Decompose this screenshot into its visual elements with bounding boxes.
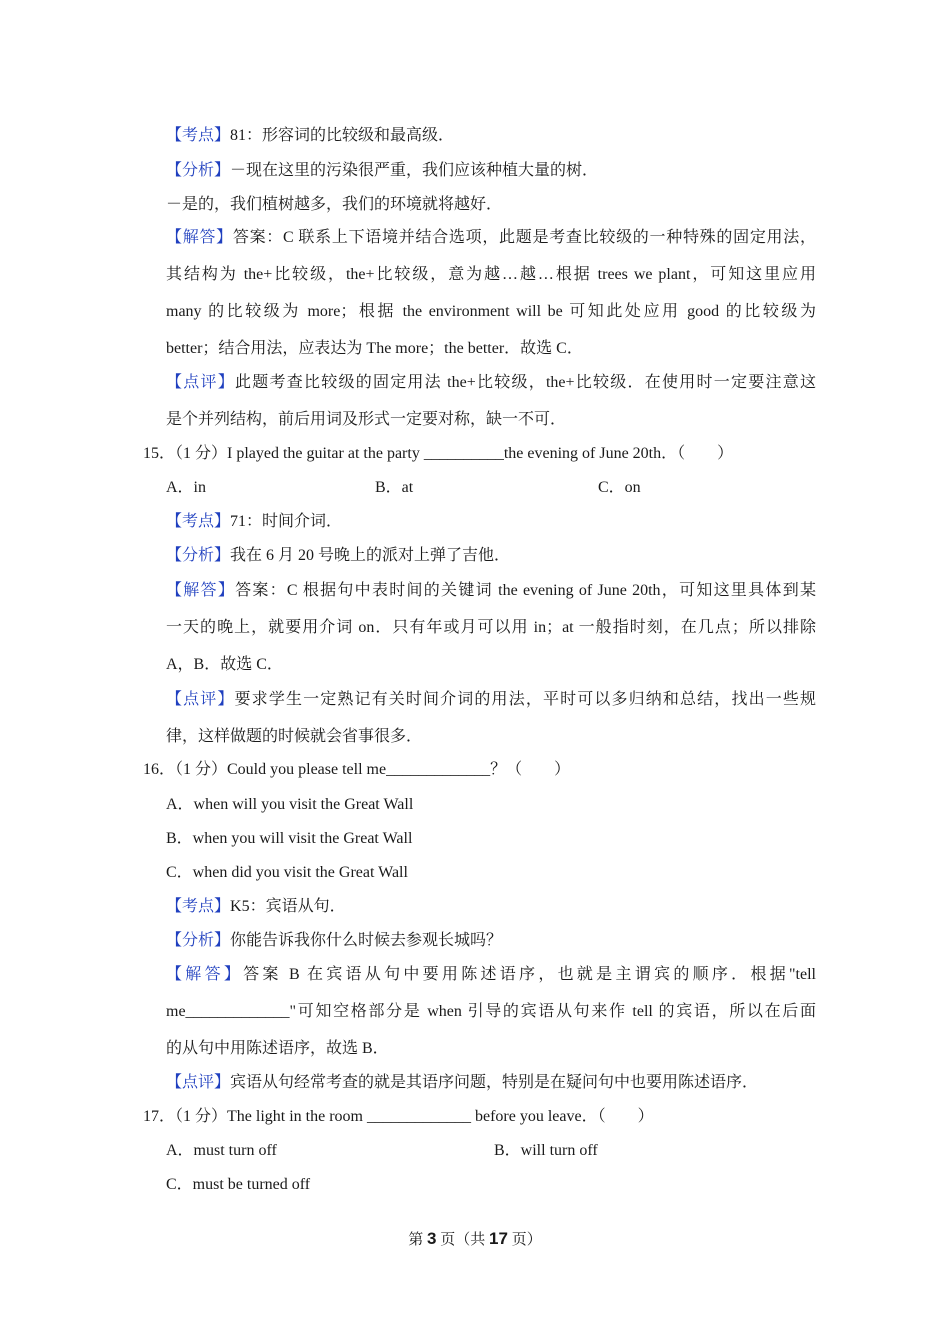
q17-option-a[interactable]: A．must turn off <box>166 1142 277 1159</box>
q16-fenxi: 【分析】你能告诉我你什么时候去参观长城吗？ <box>166 932 503 949</box>
q16-option-a[interactable]: A．when will you visit the Great Wall <box>166 796 414 813</box>
q15-fenxi: 【分析】我在 6 月 20 号晚上的派对上弹了吉他． <box>166 547 511 564</box>
q14-jieda-line4: better；结合用法，应表达为 The more；the better．故选 C． <box>166 340 583 357</box>
q16-jieda-line3: 的从句中用陈述语序，故选 B． <box>166 1040 389 1057</box>
q16-jieda: 【解答】答案 B 在宾语从句中要用陈述语序，也就是主谓宾的顺序．根据"tell <box>166 966 816 983</box>
q15-dianping: 【点评】要求学生一定熟记有关时间介词的用法，平时可以多归纳和总结，找出一些规 <box>166 691 816 708</box>
q17-stem: 17．（1 分）The light in the room _____________ before you leave．（ ） <box>143 1108 654 1125</box>
q16-stem: 16．（1 分）Could you please tell me_____________？（ ） <box>143 761 571 778</box>
q14-kaodian: 【考点】81：形容词的比较级和最高级． <box>166 127 455 144</box>
q15-jieda: 【解答】答案：C 根据句中表时间的关键词 the evening of June 20th，可知这里具体到某 <box>166 582 816 599</box>
q14-fenxi-line2: －是的，我们植树越多，我们的环境就将越好． <box>166 196 503 213</box>
q14-jieda-line3: many 的比较级为 more；根据 the environment will be 可知此处应用 good 的比较级为 <box>166 303 816 320</box>
q15-kaodian: 【考点】71：时间介词． <box>166 513 343 530</box>
page-footer: 第 3 页（共 17 页） <box>408 1229 542 1248</box>
page-number: 3 <box>427 1229 437 1248</box>
page-total: 17 <box>489 1229 508 1248</box>
q14-dianping: 【点评】此题考查比较级的固定用法 the+比较级，the+比较级．在使用时一定要注意这 <box>166 374 816 391</box>
q14-jieda: 【解答】答案：C 联系上下语境并结合选项，此题是考查比较级的一种特殊的固定用法， <box>166 229 816 246</box>
q16-jieda-line2: me_____________"可知空格部分是 when 引导的宾语从句来作 tell 的宾语，所以在后面 <box>166 1003 816 1020</box>
q15-dianping-line2: 律，这样做题的时候就会省事很多． <box>166 728 423 745</box>
q15-jieda-line2: 一天的晚上，就要用介词 on．只有年或月可以用 in；at 一般指时刻，在几点；所以排除 <box>166 619 816 636</box>
q17-option-b[interactable]: B．will turn off <box>494 1142 598 1159</box>
q14-fenxi: 【分析】－现在这里的污染很严重，我们应该种植大量的树． <box>166 162 599 179</box>
q15-option-b[interactable]: B．at <box>375 479 414 496</box>
q15-stem: 15．（1 分）I played the guitar at the party __________the evening of June 20th．（ ） <box>143 445 734 462</box>
q15-jieda-line3: A，B．故选 C． <box>166 656 283 673</box>
q15-option-a[interactable]: A．in <box>166 479 207 496</box>
q14-jieda-line2: 其结构为 the+比较级，the+比较级，意为越…越…根据 trees we plant，可知这里应用 <box>166 266 816 283</box>
q16-option-c[interactable]: C．when did you visit the Great Wall <box>166 864 408 881</box>
q16-dianping: 【点评】宾语从句经常考查的就是其语序问题，特别是在疑问句中也要用陈述语序． <box>166 1074 759 1091</box>
q16-kaodian: 【考点】K5：宾语从句． <box>166 898 346 915</box>
q14-dianping-line2: 是个并列结构，前后用词及形式一定要对称，缺一不可． <box>166 411 567 428</box>
q16-option-b[interactable]: B．when you will visit the Great Wall <box>166 830 413 847</box>
q17-option-c[interactable]: C．must be turned off <box>166 1176 311 1193</box>
q15-option-c[interactable]: C．on <box>598 479 641 496</box>
